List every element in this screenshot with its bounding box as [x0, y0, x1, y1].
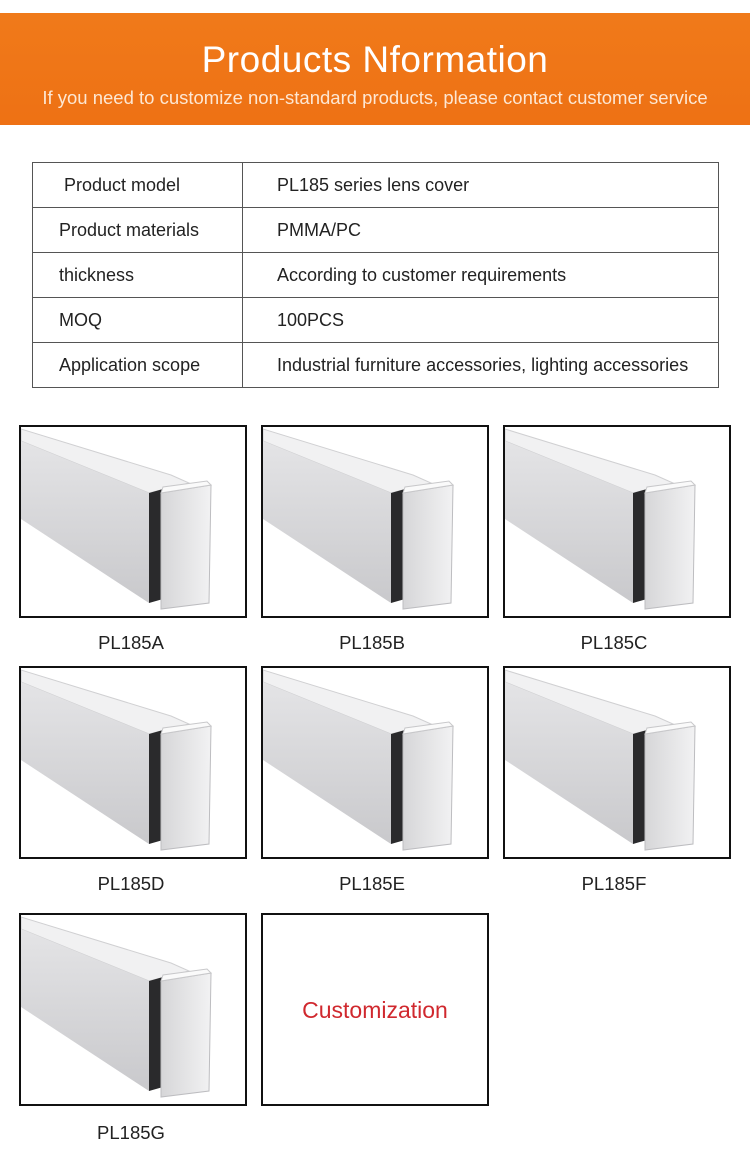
customization-tile[interactable]: [261, 913, 489, 1106]
spec-label: Product model: [33, 163, 243, 208]
table-row: [33, 253, 719, 298]
product-caption: PL185B: [339, 632, 405, 653]
table-row: [33, 298, 719, 343]
page-title: Products Nformation: [201, 39, 549, 80]
spec-value: 100PCS: [243, 298, 719, 343]
spec-label: MOQ: [33, 298, 243, 343]
header-banner: [0, 13, 750, 125]
product-image-pl185d[interactable]: [19, 666, 247, 859]
led-profile-illustration: [505, 429, 695, 609]
product-image-pl185f[interactable]: [503, 666, 731, 859]
product-caption: PL185E: [339, 873, 405, 894]
product-image-pl185a[interactable]: [19, 425, 247, 618]
table-row: [33, 163, 719, 208]
page-subtitle: If you need to customize non-standard products, please contact customer service: [42, 87, 708, 108]
spec-label: thickness: [33, 253, 243, 298]
spec-value: Industrial furniture accessories, lighting accessories: [243, 343, 719, 388]
spec-label: Product materials: [33, 208, 243, 253]
spec-value: PL185 series lens cover: [243, 163, 719, 208]
product-caption: PL185A: [98, 632, 164, 653]
product-caption: PL185C: [580, 632, 648, 653]
spec-label: Application scope: [33, 343, 243, 388]
spec-value: According to customer requirements: [243, 253, 719, 298]
product-caption: PL185G: [97, 1122, 165, 1143]
table-row: [33, 343, 719, 388]
product-caption: PL185F: [581, 873, 647, 894]
led-profile-illustration: [263, 670, 453, 850]
led-profile-illustration: [505, 670, 695, 850]
led-profile-illustration: [21, 670, 211, 850]
led-profile-illustration: [21, 429, 211, 609]
led-profile-illustration: [263, 429, 453, 609]
product-caption: PL185D: [97, 873, 165, 894]
spec-value: PMMA/PC: [243, 208, 719, 253]
spec-table: [32, 162, 719, 388]
product-image-pl185c[interactable]: [503, 425, 731, 618]
product-image-pl185g[interactable]: [19, 913, 247, 1106]
led-profile-illustration: [21, 917, 211, 1097]
product-image-pl185e[interactable]: [261, 666, 489, 859]
table-row: [33, 208, 719, 253]
product-image-pl185b[interactable]: [261, 425, 489, 618]
customization-label: Customization: [302, 997, 448, 1023]
